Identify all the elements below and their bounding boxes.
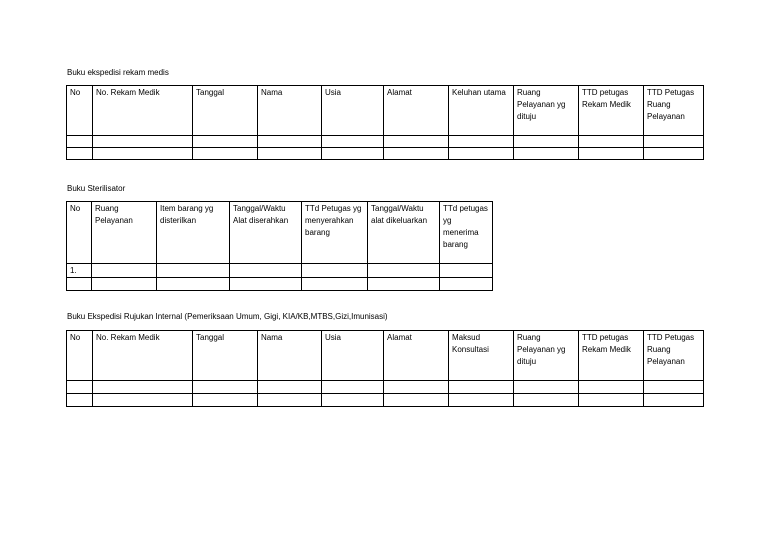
table-cell[interactable] <box>258 394 322 407</box>
table-cell[interactable] <box>302 264 368 278</box>
table-cell[interactable] <box>322 394 384 407</box>
header-cell: Tanggal/Waktu alat dikeluarkan <box>368 202 440 264</box>
table-cell[interactable] <box>93 381 193 394</box>
table-row <box>67 381 704 394</box>
table-cell[interactable] <box>579 148 644 160</box>
table-cell[interactable] <box>384 381 449 394</box>
table-cell[interactable] <box>449 394 514 407</box>
table-cell[interactable]: 1. <box>67 264 92 278</box>
table-cell[interactable] <box>579 136 644 148</box>
table-cell[interactable] <box>579 394 644 407</box>
table-cell[interactable] <box>384 148 449 160</box>
table-cell[interactable] <box>67 394 93 407</box>
header-cell: No <box>67 202 92 264</box>
table-cell[interactable] <box>514 381 579 394</box>
table-cell[interactable] <box>193 136 258 148</box>
header-cell: Maksud Konsultasi <box>449 331 514 381</box>
table-cell[interactable] <box>92 278 157 291</box>
table-cell[interactable] <box>644 381 704 394</box>
table-cell[interactable] <box>258 381 322 394</box>
table-cell[interactable] <box>384 136 449 148</box>
header-cell: Tanggal/Waktu Alat diserahkan <box>230 202 302 264</box>
table-cell[interactable] <box>67 278 92 291</box>
header-cell: Nama <box>258 331 322 381</box>
header-cell: Ruang Pelayanan <box>92 202 157 264</box>
section-title-rujukan-internal: Buku Ekspedisi Rujukan Internal (Pemeriksaan Umum, Gigi, KIA/KB,MTBS,Gizi,Imunisasi) <box>67 312 388 321</box>
table-cell[interactable] <box>514 148 579 160</box>
table-header-row <box>67 331 704 381</box>
header-cell: TTD Petugas Ruang Pelayanan <box>644 86 704 136</box>
table-cell[interactable] <box>368 264 440 278</box>
header-cell: No. Rekam Medik <box>93 331 193 381</box>
table-cell[interactable] <box>193 394 258 407</box>
table-row <box>67 394 704 407</box>
table-row <box>67 148 704 160</box>
table-cell[interactable] <box>644 148 704 160</box>
table-cell[interactable] <box>230 264 302 278</box>
header-cell: Tanggal <box>193 86 258 136</box>
section-title-sterilisator: Buku Sterilisator <box>67 184 126 193</box>
table-cell[interactable] <box>440 278 493 291</box>
table-cell[interactable] <box>67 381 93 394</box>
header-cell: TTD petugas Rekam Medik <box>579 86 644 136</box>
table-cell[interactable] <box>644 136 704 148</box>
table-rujukan-internal <box>66 330 704 407</box>
header-cell: Alamat <box>384 86 449 136</box>
table-cell[interactable] <box>67 148 93 160</box>
table-cell[interactable] <box>322 148 384 160</box>
table-cell[interactable] <box>449 148 514 160</box>
header-cell: TTd Petugas yg menyerahkan barang <box>302 202 368 264</box>
table-cell[interactable] <box>258 148 322 160</box>
table-cell[interactable] <box>258 136 322 148</box>
table-cell[interactable] <box>368 278 440 291</box>
header-cell: Usia <box>322 86 384 136</box>
header-cell: Alamat <box>384 331 449 381</box>
header-cell: Usia <box>322 331 384 381</box>
header-cell: Ruang Pelayanan yg dituju <box>514 86 579 136</box>
table-cell[interactable] <box>514 136 579 148</box>
table-cell[interactable] <box>157 278 230 291</box>
table-cell[interactable] <box>322 381 384 394</box>
table-cell[interactable] <box>93 394 193 407</box>
header-cell: No <box>67 331 93 381</box>
table-sterilisator <box>66 201 493 291</box>
table-cell[interactable] <box>322 136 384 148</box>
header-cell: Ruang Pelayanan yg dituju <box>514 331 579 381</box>
table-cell[interactable] <box>92 264 157 278</box>
header-cell: Nama <box>258 86 322 136</box>
table-cell[interactable] <box>193 381 258 394</box>
header-cell: TTD petugas Rekam Medik <box>579 331 644 381</box>
table-header-row <box>67 202 493 264</box>
table-row <box>67 136 704 148</box>
header-cell: TTD Petugas Ruang Pelayanan <box>644 331 704 381</box>
section-title-rekam-medis: Buku ekspedisi rekam medis <box>67 68 169 77</box>
table-cell[interactable] <box>449 381 514 394</box>
table-cell[interactable] <box>440 264 493 278</box>
table-row <box>67 278 493 291</box>
table-cell[interactable] <box>230 278 302 291</box>
header-cell: No <box>67 86 93 136</box>
table-cell[interactable] <box>93 148 193 160</box>
table-cell[interactable] <box>384 394 449 407</box>
header-cell: No. Rekam Medik <box>93 86 193 136</box>
table-cell[interactable] <box>449 136 514 148</box>
table-row <box>67 264 493 278</box>
header-cell: Tanggal <box>193 331 258 381</box>
table-cell[interactable] <box>302 278 368 291</box>
table-cell[interactable] <box>157 264 230 278</box>
header-cell: Keluhan utama <box>449 86 514 136</box>
table-cell[interactable] <box>579 381 644 394</box>
header-cell: Item barang yg disterilkan <box>157 202 230 264</box>
header-cell: TTd petugas yg menerima barang <box>440 202 493 264</box>
table-cell[interactable] <box>67 136 93 148</box>
table-cell[interactable] <box>514 394 579 407</box>
table-header-row <box>67 86 704 136</box>
table-ekspedisi-rekam-medis <box>66 85 704 160</box>
table-cell[interactable] <box>93 136 193 148</box>
table-cell[interactable] <box>644 394 704 407</box>
table-cell[interactable] <box>193 148 258 160</box>
